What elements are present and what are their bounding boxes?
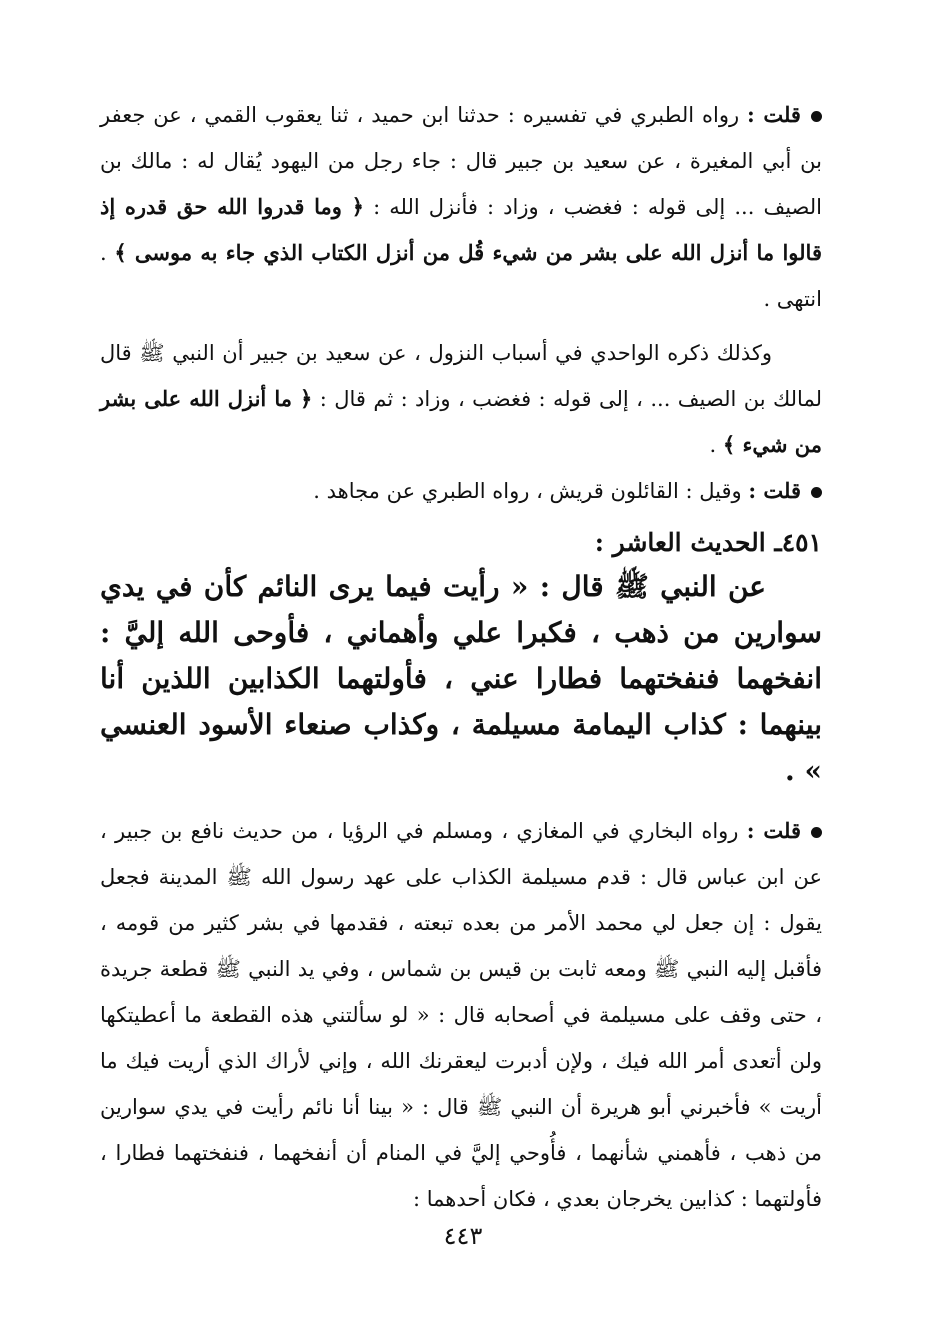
paragraph-text: . xyxy=(709,433,723,457)
hadith-heading: ٤٥١ـ الحديث العاشر : xyxy=(594,528,822,557)
hadith-text: عن النبي ﷺ قال : « رأيت فيما يرى النائم كأن في يدي سوارين من ذهب ، فكبرا علي وأهماني ، فأوحى الله إليَّ : انفخهما فنفختهما فطارا عني ، فأولتهما الكذابين اللذين أنا بينهما : كذاب اليمامة مسيلمة ، وكذاب صنعاء الأسود العنسي » . xyxy=(100,570,823,787)
quran-quote: ﴿ ما أنزل الله على بشر من شيء ﴾ xyxy=(100,386,822,457)
paragraph-lead: قلت : xyxy=(747,102,801,127)
paragraph-quraysh xyxy=(100,468,822,514)
paragraph-lead: قلت : xyxy=(746,818,801,843)
paragraph-lead: قلت : xyxy=(748,478,801,503)
page-body xyxy=(100,92,822,1222)
page-number: ٤٤٣ xyxy=(443,1222,483,1250)
paragraph-text: وقيل : القائلون قريش ، رواه الطبري عن مجاهد . xyxy=(313,479,749,503)
bullet-icon xyxy=(811,487,822,498)
paragraph-text: رواه الطبري في تفسيره : حدثنا ابن حميد ، ثنا يعقوب القمي ، عن جعفر بن أبي المغيرة ، عن سعيد بن جبير قال : جاء رجل من اليهود يُقال له : مالك بن الصيف ... إلى قوله : فغضب ، وزاد : فأنزل الله : xyxy=(100,103,822,219)
paragraph-wahidi xyxy=(100,330,822,468)
bullet-icon xyxy=(811,827,822,838)
paragraph-bukhari xyxy=(100,808,822,1222)
bullet-icon xyxy=(811,111,822,122)
paragraph-text: . انتهى . xyxy=(100,241,822,311)
quran-quote: ﴿ وما قدروا الله حق قدره إذ قالوا ما أنزل الله على بشر من شيء قُل من أنزل الكتاب الذي جاء به موسى ﴾ xyxy=(100,194,822,265)
paragraph-tabari xyxy=(100,92,822,322)
paragraph-text: رواه البخاري في المغازي ، ومسلم في الرؤيا ، من حديث نافع بن جبير ، عن ابن عباس قال : قدم مسيلمة الكذاب على عهد رسول الله ﷺ المدينة فجعل يقول : إن جعل لي محمد الأمر من بعده تبعته ، فقدمها في بشر كثير من قومه ، فأقبل إليه النبي ﷺ ومعه ثابت بن قيس بن شماس ، وفي يد النبي ﷺ قطعة جريدة ، حتى وقف على مسيلمة في أصحابه قال : « لو سألتني هذه القطعة ما أعطيتكها ولن أتعدى أمر الله فيك ، ولإن أدبرت ليعقرنك الله ، وإني لأراك الذي أريت فيك ما أريت » فأخبرني أبو هريرة أن النبي ﷺ قال : « بينا أنا نائم رأيت في يدي سوارين من ذهب ، فأهمني شأنهما ، فأُوحي إليَّ في المنام أن أنفخهما ، فنفختهما فطارا ، فأولتهما : كذابين يخرجان بعدي ، فكان أحدهما : xyxy=(100,819,822,1211)
paragraph-text: وكذلك ذكره الواحدي في أسباب النزول ، عن سعيد بن جبير أن النبي ﷺ قال لمالك بن الصيف ... ، إلى قوله : فغضب ، وزاد : ثم قال : xyxy=(100,341,822,411)
